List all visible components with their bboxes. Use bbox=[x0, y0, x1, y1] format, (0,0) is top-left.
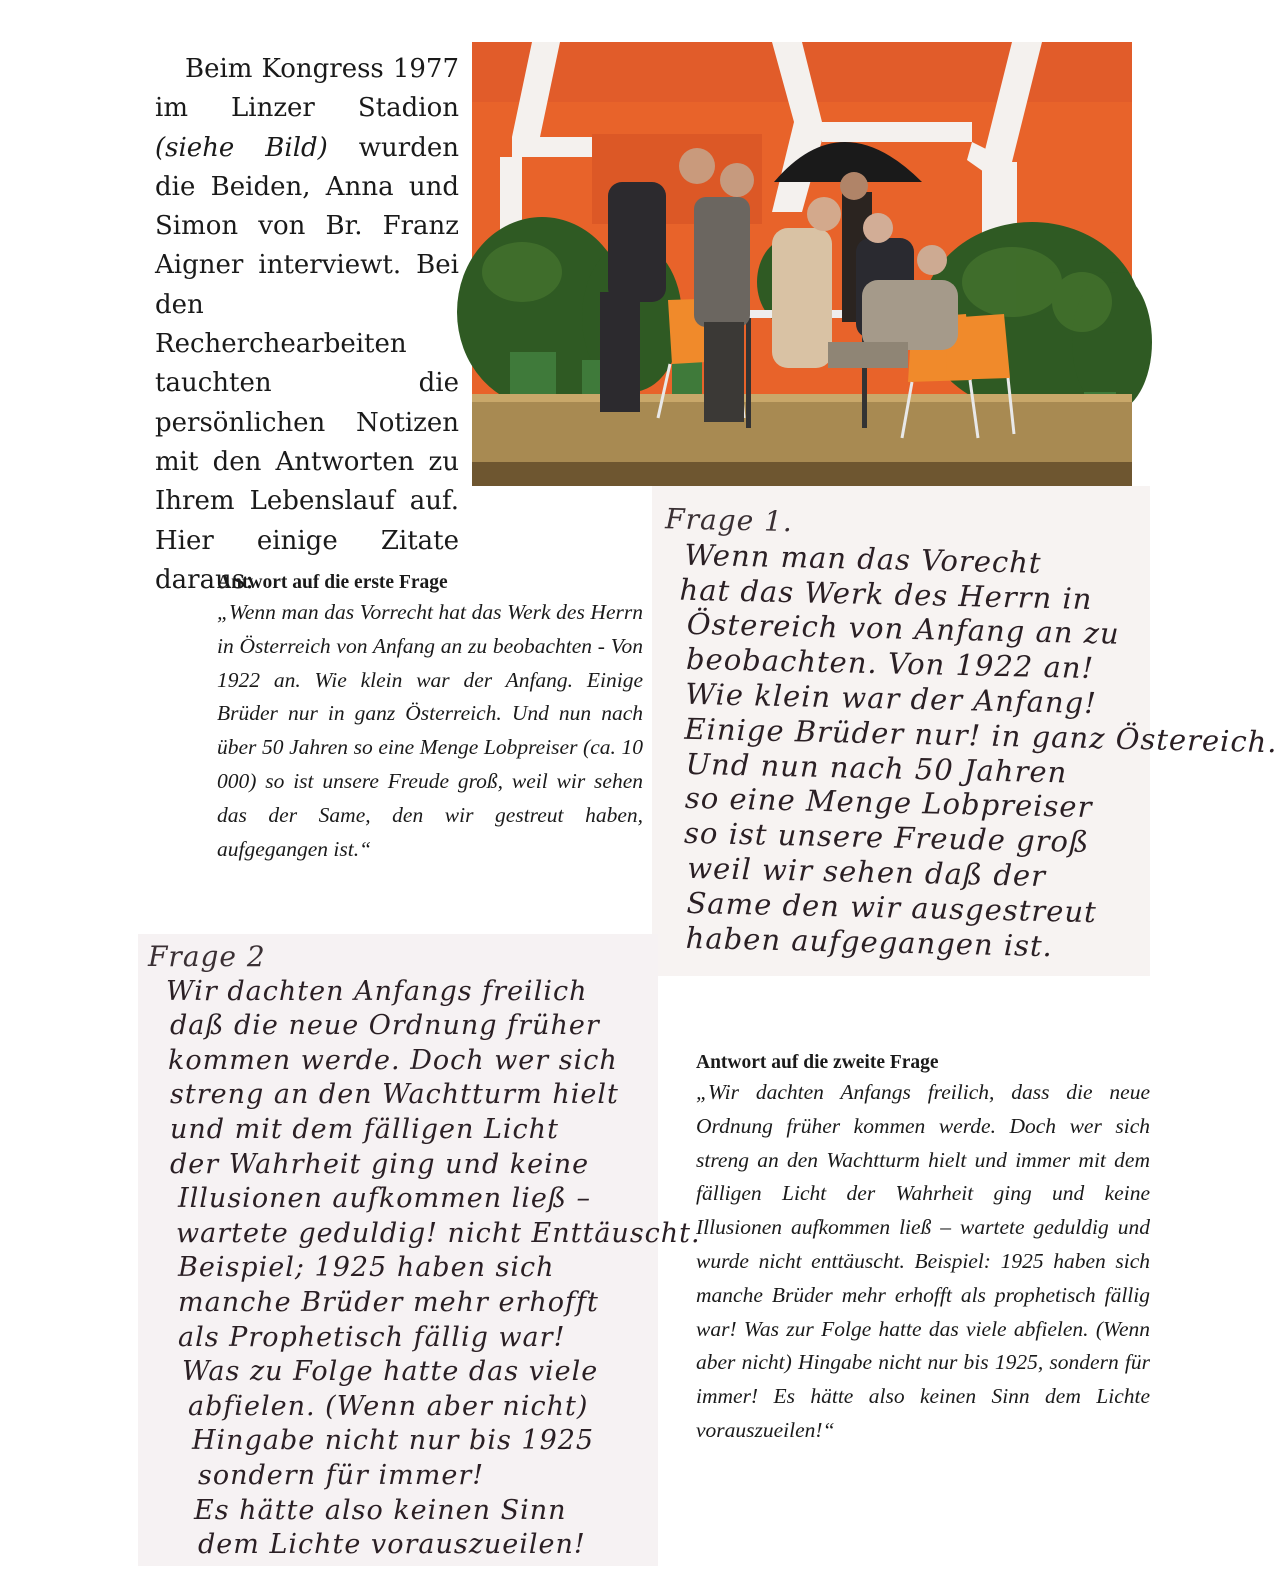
note2-line: Was zu Folge hatte das viele bbox=[182, 1356, 599, 1388]
note2-line: als Prophetisch fällig war! bbox=[178, 1321, 566, 1353]
note2-line: wartete geduldig! nicht Enttäuscht. bbox=[176, 1217, 701, 1249]
note1-line: Same den wir ausgestreut bbox=[686, 885, 1098, 929]
note2-line: Es hätte also keinen Sinn bbox=[194, 1494, 567, 1526]
note2-line: streng an den Wachtturm hielt bbox=[170, 1079, 619, 1111]
note2-line: Hingabe nicht nur bis 1925 bbox=[192, 1425, 595, 1457]
answer2-text: „Wir dachten Anfangs freilich, dass die neue Ordnung früher kommen werde. Doch wer sich streng an den Wachtturm hielt und immer mit dem fälligen Licht der Wahrheit ging und keine Illusionen aufkommen ließ – wartete geduldig und wurde nicht enttäuscht. Beispiel: 1925 haben sich manche Brüder mehr erhofft als prophetisch fällig war! Was zur Folge hatte das viele abfielen. (Wenn aber nicht) Hingabe nicht nur bis 1925, sondern für immer! Es hätte also keinen Sinn dem Lichte vorauszueilen!“ bbox=[696, 1080, 1150, 1442]
congress-photo bbox=[472, 42, 1132, 486]
note2-line: daß die neue Ordnung früher bbox=[170, 1010, 600, 1042]
intro-lead: Beim Kongress 1977 im Linzer Stadion bbox=[155, 54, 459, 124]
note2-line: und mit dem fälligen Licht bbox=[170, 1113, 559, 1145]
answer1-text: „Wenn man das Vorrecht hat das Werk des Herrn in Österreich von Anfang an zu beobachten - Von 1922 an. Wie klein war der Anfang. Einige Brüder nur in ganz Österreich. Und nun nach über 50 Jahren so eine Menge Lobpreiser (ca. 10 000) so ist unsere Freude groß, weil wir sehen das der Same, den wir gestreut haben, aufgegangen ist.“ bbox=[217, 600, 643, 861]
note2-line: manche Brüder mehr erhofft bbox=[178, 1286, 599, 1318]
intro-caption-ref: (siehe Bild) bbox=[155, 132, 328, 163]
note2-line: sondern für immer! bbox=[198, 1459, 485, 1491]
note2-line: abfielen. (Wenn aber nicht) bbox=[188, 1390, 589, 1422]
intro-rest: wurden die Beiden, Anna und Simon von Br. Franz Aigner interviewt. Bei den Recherchearbeiten tauchten die persönlichen Notizen mit den Antworten zu Ihrem Lebenslauf auf. Hier einige Zitate daraus: bbox=[155, 132, 459, 595]
note2-line: kommen werde. Doch wer sich bbox=[168, 1044, 618, 1076]
note1-line: hat das Werk des Herrn in bbox=[679, 572, 1093, 616]
note1-line: Frage 1. bbox=[664, 502, 794, 539]
note1-line: Einige Brüder nur! in ganz Östereich. bbox=[684, 711, 1278, 760]
note2-lines bbox=[138, 934, 701, 1563]
intro-paragraph bbox=[155, 50, 459, 600]
note2-line: Wir dachten Anfangs freilich bbox=[166, 975, 588, 1007]
note1-line: so eine Menge Lobpreiser bbox=[684, 781, 1093, 825]
note2-line: Beispiel; 1925 haben sich bbox=[178, 1252, 555, 1284]
handwritten-note-question-1 bbox=[652, 486, 1278, 976]
note1-line: haben aufgegangen ist. bbox=[685, 920, 1054, 963]
note1-lines bbox=[641, 486, 1278, 966]
note1-line: beobachten. Von 1922 an! bbox=[685, 642, 1095, 686]
note1-line: Und nun nach 50 Jahren bbox=[685, 746, 1068, 790]
note1-line: weil wir sehen daß der bbox=[686, 850, 1047, 894]
handwritten-note-question-2 bbox=[138, 934, 701, 1566]
answer-first-question bbox=[217, 572, 643, 866]
note2-line: Illusionen aufkommen ließ – bbox=[178, 1183, 592, 1215]
answer-second-question bbox=[696, 1052, 1150, 1448]
note1-line: Wie klein war der Anfang! bbox=[684, 676, 1098, 721]
congress-photo-illustration bbox=[472, 42, 1132, 486]
note1-line: Östereich von Anfang an zu bbox=[686, 607, 1121, 652]
note2-line: Frage 2 bbox=[148, 940, 266, 973]
note1-line: Wenn man das Vorecht bbox=[684, 537, 1042, 580]
answer2-heading: Antwort auf die zweite Frage bbox=[696, 1052, 939, 1073]
note1-line: so ist unsere Freude groß bbox=[683, 815, 1090, 860]
answer1-heading: Antwort auf die erste Frage bbox=[217, 572, 448, 593]
note2-line: der Wahrheit ging und keine bbox=[170, 1148, 590, 1180]
note2-line: dem Lichte vorauszueilen! bbox=[198, 1529, 586, 1561]
